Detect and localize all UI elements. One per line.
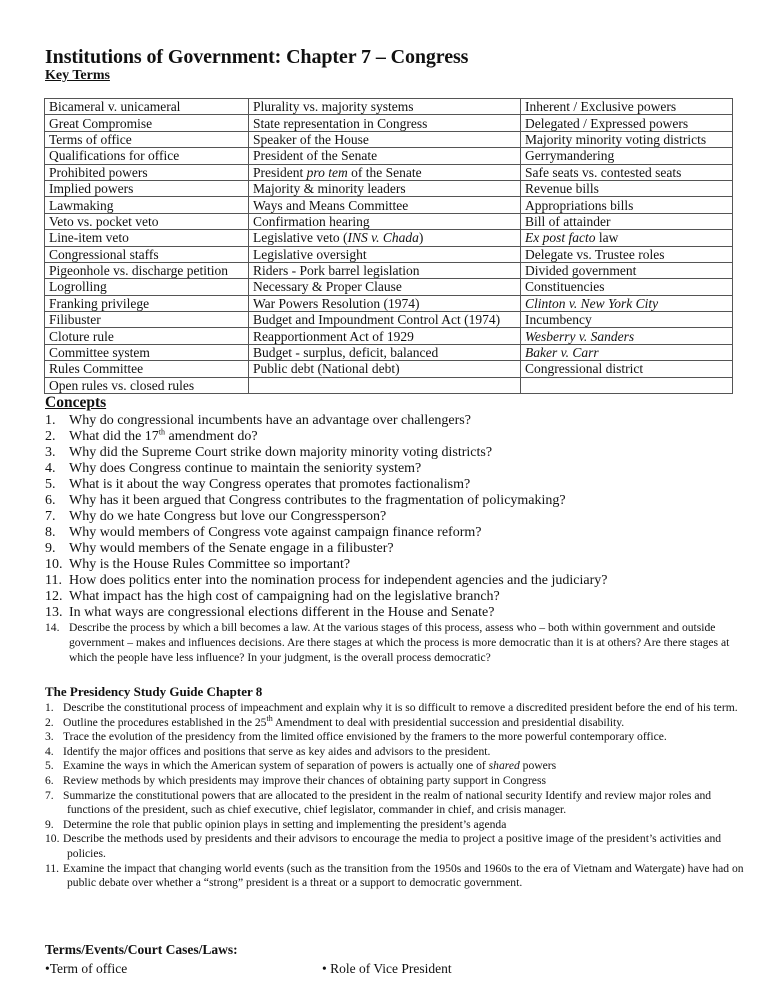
key-term-cell: Legislative veto (INS v. Chada) — [249, 230, 521, 246]
key-term-cell: Pigeonhole vs. discharge petition — [45, 262, 249, 278]
key-terms-row — [45, 180, 733, 196]
key-terms-row — [45, 328, 733, 344]
presidency-text: Review methods by which presidents may improve their chances of obtaining party support in Congress — [63, 773, 546, 787]
presidency-item — [45, 701, 745, 716]
concept-text: Why is the House Rules Committee so important? — [69, 557, 351, 572]
key-term-cell: Terms of office — [45, 131, 249, 147]
concept-number: 7. — [45, 509, 56, 524]
key-term-cell: Wesberry v. Sanders — [521, 328, 733, 344]
key-terms-heading: Key Terms — [45, 68, 110, 83]
concept-item — [45, 493, 607, 509]
concept-text: Why did the Supreme Court strike down majority minority voting districts? — [69, 445, 493, 460]
concept-item — [45, 461, 607, 477]
concept-item — [45, 477, 607, 493]
key-term-cell: President pro tem of the Senate — [249, 164, 521, 180]
presidency-item — [45, 730, 745, 745]
key-term-cell: Qualifications for office — [45, 148, 249, 164]
key-term-cell: Prohibited powers — [45, 164, 249, 180]
key-terms-row — [45, 213, 733, 229]
concept-number: 2. — [45, 429, 56, 444]
presidency-text: Examine the ways in which the American system of separation of powers is actually one of shared powers — [63, 759, 557, 773]
key-terms-row — [45, 164, 733, 180]
superscript: th — [266, 713, 273, 723]
key-term-cell: Revenue bills — [521, 180, 733, 196]
presidency-item — [45, 862, 745, 891]
concept-item — [45, 589, 607, 605]
key-term-cell — [521, 377, 733, 393]
key-terms-row — [45, 312, 733, 328]
italic-text: Ex post facto — [525, 230, 596, 246]
presidency-text: Trace the evolution of the presidency from the limited office envisioned by the framers to the more powerful contemporary office. — [63, 730, 667, 744]
italic-text: INS v. Chada — [347, 230, 419, 246]
key-term-cell: Constituencies — [521, 279, 733, 295]
concept-item-14 — [45, 620, 735, 665]
concept-number: 8. — [45, 525, 56, 540]
key-term-cell: Speaker of the House — [249, 131, 521, 147]
presidency-text: Summarize the constitutional powers that are allocated to the president in the realm of national security Identify and review major roles and functions of the president, such as chief executive, chief legislator, commander in chief, and crisis manager. — [63, 788, 712, 817]
key-term-cell: Plurality vs. majority systems — [249, 99, 521, 115]
key-term-cell: Confirmation hearing — [249, 213, 521, 229]
concept-text: Why do we hate Congress but love our Congressperson? — [69, 509, 387, 524]
concept-number: 9. — [45, 541, 56, 556]
key-terms-row — [45, 295, 733, 311]
key-terms-row — [45, 279, 733, 295]
presidency-heading: The Presidency Study Guide Chapter 8 — [45, 684, 263, 699]
key-term-cell: Open rules vs. closed rules — [45, 377, 249, 393]
key-terms-row — [45, 115, 733, 131]
italic-text: shared — [488, 759, 520, 773]
concept-item — [45, 557, 607, 573]
key-term-cell: Cloture rule — [45, 328, 249, 344]
presidency-item — [45, 832, 745, 861]
concept-text: What is it about the way Congress operates that promotes factionalism? — [69, 477, 471, 492]
concepts-list — [45, 413, 607, 621]
presidency-item — [45, 774, 745, 789]
presidency-item — [45, 745, 745, 760]
presidency-number: 6. — [45, 773, 54, 787]
key-terms-row — [45, 344, 733, 360]
presidency-number: 9. — [45, 817, 54, 831]
key-term-cell: Bill of attainder — [521, 213, 733, 229]
key-terms-row — [45, 361, 733, 377]
key-term-cell: Ex post facto law — [521, 230, 733, 246]
concept-number: 12. — [45, 589, 63, 604]
key-term-cell: Incumbency — [521, 312, 733, 328]
presidency-item — [45, 818, 745, 833]
concept-item — [45, 605, 607, 621]
key-term-cell: Legislative oversight — [249, 246, 521, 262]
term-bullet-role-of-vp: • Role of Vice President — [322, 961, 452, 976]
concept-item — [45, 413, 607, 429]
key-term-cell: Majority & minority leaders — [249, 180, 521, 196]
concept-item — [45, 573, 607, 589]
superscript: th — [158, 427, 166, 437]
concept-number: 6. — [45, 493, 56, 508]
presidency-number: 2. — [45, 715, 54, 729]
key-term-cell: Filibuster — [45, 312, 249, 328]
presidency-number: 4. — [45, 744, 54, 758]
presidency-item — [45, 759, 745, 774]
presidency-number: 7. — [45, 788, 54, 802]
key-term-cell: Line-item veto — [45, 230, 249, 246]
presidency-text: Describe the constitutional process of impeachment and explain why it is so difficult to remove a discredited president before the end of his term. — [63, 701, 738, 714]
concept-text: Why has it been argued that Congress contributes to the fragmentation of policymaking? — [69, 493, 566, 508]
concept-text: Why would members of the Senate engage in a filibuster? — [69, 541, 394, 556]
key-term-cell: Budget and Impoundment Control Act (1974) — [249, 312, 521, 328]
concept-number: 5. — [45, 477, 56, 492]
key-term-cell: Divided government — [521, 262, 733, 278]
concept-number: 13. — [45, 605, 63, 620]
key-term-cell: Gerrymandering — [521, 148, 733, 164]
key-term-cell: Inherent / Exclusive powers — [521, 99, 733, 115]
key-term-cell: Logrolling — [45, 279, 249, 295]
key-term-cell: Bicameral v. unicameral — [45, 99, 249, 115]
concept-text: Describe the process by which a bill becomes a law. At the various stages of this process, assess who – both within government and outside government – makes and influences decisions. Are there stages at which the process is more democratic than it is at others? Are there stages at which the people have less influence? In your judgment, is the overall process democratic? — [69, 621, 730, 664]
key-term-cell: Riders - Pork barrel legislation — [249, 262, 521, 278]
presidency-item — [45, 713, 745, 731]
concept-number: 4. — [45, 461, 56, 476]
concept-text: How does politics enter into the nomination process for independent agencies and the judiciary? — [69, 573, 608, 588]
key-terms-row — [45, 262, 733, 278]
key-term-cell: Safe seats vs. contested seats — [521, 164, 733, 180]
concept-number: 10. — [45, 557, 63, 572]
key-term-cell: Delegate vs. Trustee roles — [521, 246, 733, 262]
concept-text: Why does Congress continue to maintain the seniority system? — [69, 461, 422, 476]
concept-text: What impact has the high cost of campaigning had on the legislative branch? — [69, 589, 500, 604]
presidency-text: Describe the methods used by presidents and their advisors to encourage the media to project a positive image of the president’s activities and policies. — [63, 832, 722, 860]
key-term-cell: War Powers Resolution (1974) — [249, 295, 521, 311]
key-terms-row — [45, 246, 733, 262]
key-term-cell: Appropriations bills — [521, 197, 733, 213]
key-terms-row — [45, 230, 733, 246]
key-terms-row — [45, 131, 733, 147]
concept-item — [45, 525, 607, 541]
concept-number: 1. — [45, 413, 56, 428]
italic-text: pro tem — [306, 164, 348, 180]
key-term-cell: Franking privilege — [45, 295, 249, 311]
concept-text: Why do congressional incumbents have an advantage over challengers? — [69, 413, 471, 428]
key-term-cell: Rules Committee — [45, 361, 249, 377]
presidency-text: Examine the impact that changing world events (such as the transition from the 1950s and 1960s to the era of Vietnam and Watergate) have had on public debate over whether a “strong” president is a threat or a support to democratic government. — [63, 861, 744, 890]
presidency-number: 1. — [45, 701, 54, 714]
concept-text: What did the 17th amendment do? — [69, 427, 258, 444]
key-term-cell: Budget - surplus, deficit, balanced — [249, 344, 521, 360]
presidency-text: Outline the procedures established in the 25th Amendment to deal with presidential succession and presidential disability. — [63, 713, 625, 729]
term-bullet-term-of-office: •Term of office — [45, 961, 128, 976]
key-term-cell: Lawmaking — [45, 197, 249, 213]
key-term-cell: Implied powers — [45, 180, 249, 196]
presidency-number: 3. — [45, 730, 54, 744]
key-terms-table — [44, 98, 733, 394]
key-term-cell: Reapportionment Act of 1929 — [249, 328, 521, 344]
presidency-text: Determine the role that public opinion plays in setting and implementing the president’s agenda — [63, 817, 507, 831]
key-term-cell: Baker v. Carr — [521, 344, 733, 360]
key-term-cell: Congressional district — [521, 361, 733, 377]
concept-number: 14. — [45, 621, 60, 634]
key-term-cell — [249, 377, 521, 393]
presidency-number: 5. — [45, 759, 54, 773]
presidency-number: 10. — [45, 832, 60, 846]
presidency-text: Identify the major offices and positions that serve as key aides and advisors to the president. — [63, 744, 491, 758]
key-term-cell: Delegated / Expressed powers — [521, 115, 733, 131]
key-term-cell: Veto vs. pocket veto — [45, 213, 249, 229]
key-terms-row — [45, 197, 733, 213]
terms-events-heading: Terms/Events/Court Cases/Laws: — [45, 942, 238, 957]
presidency-list — [45, 701, 745, 891]
concept-item — [45, 509, 607, 525]
concept-number: 3. — [45, 445, 56, 460]
key-term-cell: Congressional staffs — [45, 246, 249, 262]
concept-item — [45, 541, 607, 557]
presidency-number: 11. — [45, 861, 60, 875]
concept-item — [45, 429, 607, 445]
key-term-cell: Clinton v. New York City — [521, 295, 733, 311]
key-term-cell: Committee system — [45, 344, 249, 360]
concept-text: In what ways are congressional elections different in the House and Senate? — [69, 605, 495, 620]
concept-number: 11. — [45, 573, 62, 588]
key-term-cell: President of the Senate — [249, 148, 521, 164]
concepts-heading: Concepts — [45, 394, 107, 411]
key-terms-row — [45, 148, 733, 164]
concept-text: Why would members of Congress vote against campaign finance reform? — [69, 525, 482, 540]
key-term-cell: Great Compromise — [45, 115, 249, 131]
key-terms-row — [45, 377, 733, 393]
concept-item — [45, 445, 607, 461]
key-term-cell: Majority minority voting districts — [521, 131, 733, 147]
document-title: Institutions of Government: Chapter 7 – Congress — [45, 46, 469, 68]
key-term-cell: Ways and Means Committee — [249, 197, 521, 213]
presidency-item — [45, 789, 745, 818]
key-term-cell: State representation in Congress — [249, 115, 521, 131]
key-term-cell: Public debt (National debt) — [249, 361, 521, 377]
key-term-cell: Necessary & Proper Clause — [249, 279, 521, 295]
key-terms-row — [45, 99, 733, 115]
